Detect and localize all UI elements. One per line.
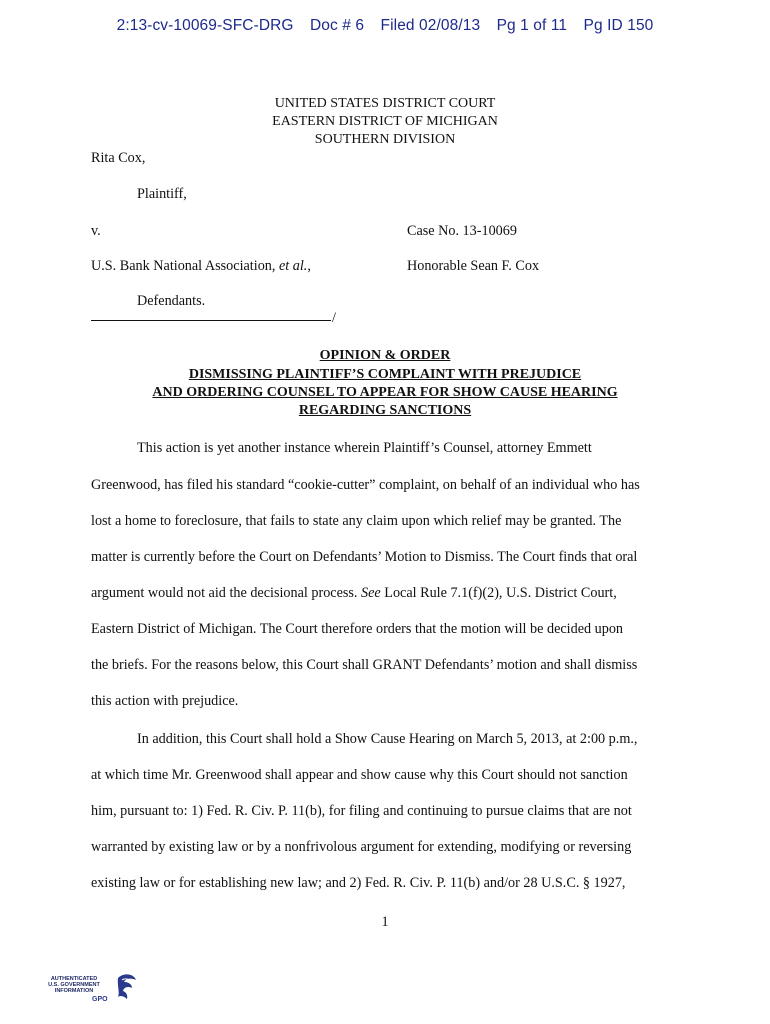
paragraph-line: this action with prejudice. [91,693,239,709]
plaintiff-role: Plaintiff, [137,186,187,202]
plaintiff-name: Rita Cox, [91,150,146,166]
filing-case-number: 2:13-cv-10069-SFC-DRG [116,17,294,34]
filing-doc-number: Doc # 6 [310,17,365,34]
judge-name: Honorable Sean F. Cox [407,258,540,274]
court-division: SOUTHERN DIVISION [314,132,456,147]
paragraph-line: warranted by existing law or by a nonfrivolous argument for extending, modifying or reversing [91,839,632,855]
versus: v. [91,223,101,239]
title-sanctions: REGARDING SANCTIONS [298,403,472,418]
paragraph-line: matter is currently before the Court on Defendants’ Motion to Dismiss. The Court finds that oral [91,549,638,565]
paragraph-line: This action is yet another instance wherein Plaintiff’s Counsel, attorney Emmett [137,440,592,456]
paragraph-line: him, pursuant to: 1) Fed. R. Civ. P. 11(b), for filing and continuing to pursue claims that are not [91,803,632,819]
caption-rule [91,320,331,321]
paragraph-text: argument would not aid the decisional process. [91,585,362,601]
filing-date: Filed 02/08/13 [380,17,481,34]
gpo-seal-line3: INFORMATION [54,988,94,994]
paragraph-line: lost a home to foreclosure, that fails to state any claim upon which relief may be granted. The [91,513,622,529]
gpo-authentication-seal [40,966,140,1016]
paragraph-line: at which time Mr. Greenwood shall appear and show cause why this Court should not sanction [91,767,628,783]
see-signal: See [361,585,381,601]
court-name: UNITED STATES DISTRICT COURT [274,96,496,111]
defendant-comma: , [307,258,311,274]
paragraph-line: Greenwood, has filed his standard “cookie-cutter” complaint, on behalf of an individual who has [91,477,640,493]
filing-page-id: Pg ID 150 [583,17,654,34]
paragraph-line: Eastern District of Michigan. The Court therefore orders that the motion will be decided upon [91,621,624,637]
paragraph-line [91,585,617,602]
gpo-seal-line1: AUTHENTICATED [50,976,98,982]
court-district: EASTERN DISTRICT OF MICHIGAN [272,114,498,129]
caption-slash: / [332,310,336,326]
case-number: Case No. 13-10069 [407,223,517,239]
defendant-role: Defendants. [137,293,206,309]
defendant-et-al: et al. [278,258,308,274]
paragraph-line: existing law or for establishing new law; and 2) Fed. R. Civ. P. 11(b) and/or 28 U.S.C. § 1927, [91,875,626,891]
gpo-label: GPO [92,996,108,1003]
paragraph-line: the briefs. For the reasons below, this Court shall GRANT Defendants’ motion and shall dismiss [91,657,638,673]
title-opinion-order: OPINION & ORDER [319,348,451,363]
paragraph-line: In addition, this Court shall hold a Show Cause Hearing on March 5, 2013, at 2:00 p.m., [137,731,638,747]
filing-page-count: Pg 1 of 11 [496,17,568,34]
paragraph-text: Local Rule 7.1(f)(2), U.S. District Court, [380,585,617,601]
title-dismissing: DISMISSING PLAINTIFF’S COMPLAINT WITH PREJUDICE [188,367,582,382]
gpo-seal-line2: U.S. GOVERNMENT [48,982,100,988]
defendant-name-text: U.S. Bank National Association, [91,258,279,274]
defendant-name [91,258,311,275]
page-number: 1 [381,914,389,930]
title-show-cause: AND ORDERING COUNSEL TO APPEAR FOR SHOW CAUSE HEARING [152,385,618,400]
eagle-icon [114,972,138,1004]
filing-header [0,17,770,35]
